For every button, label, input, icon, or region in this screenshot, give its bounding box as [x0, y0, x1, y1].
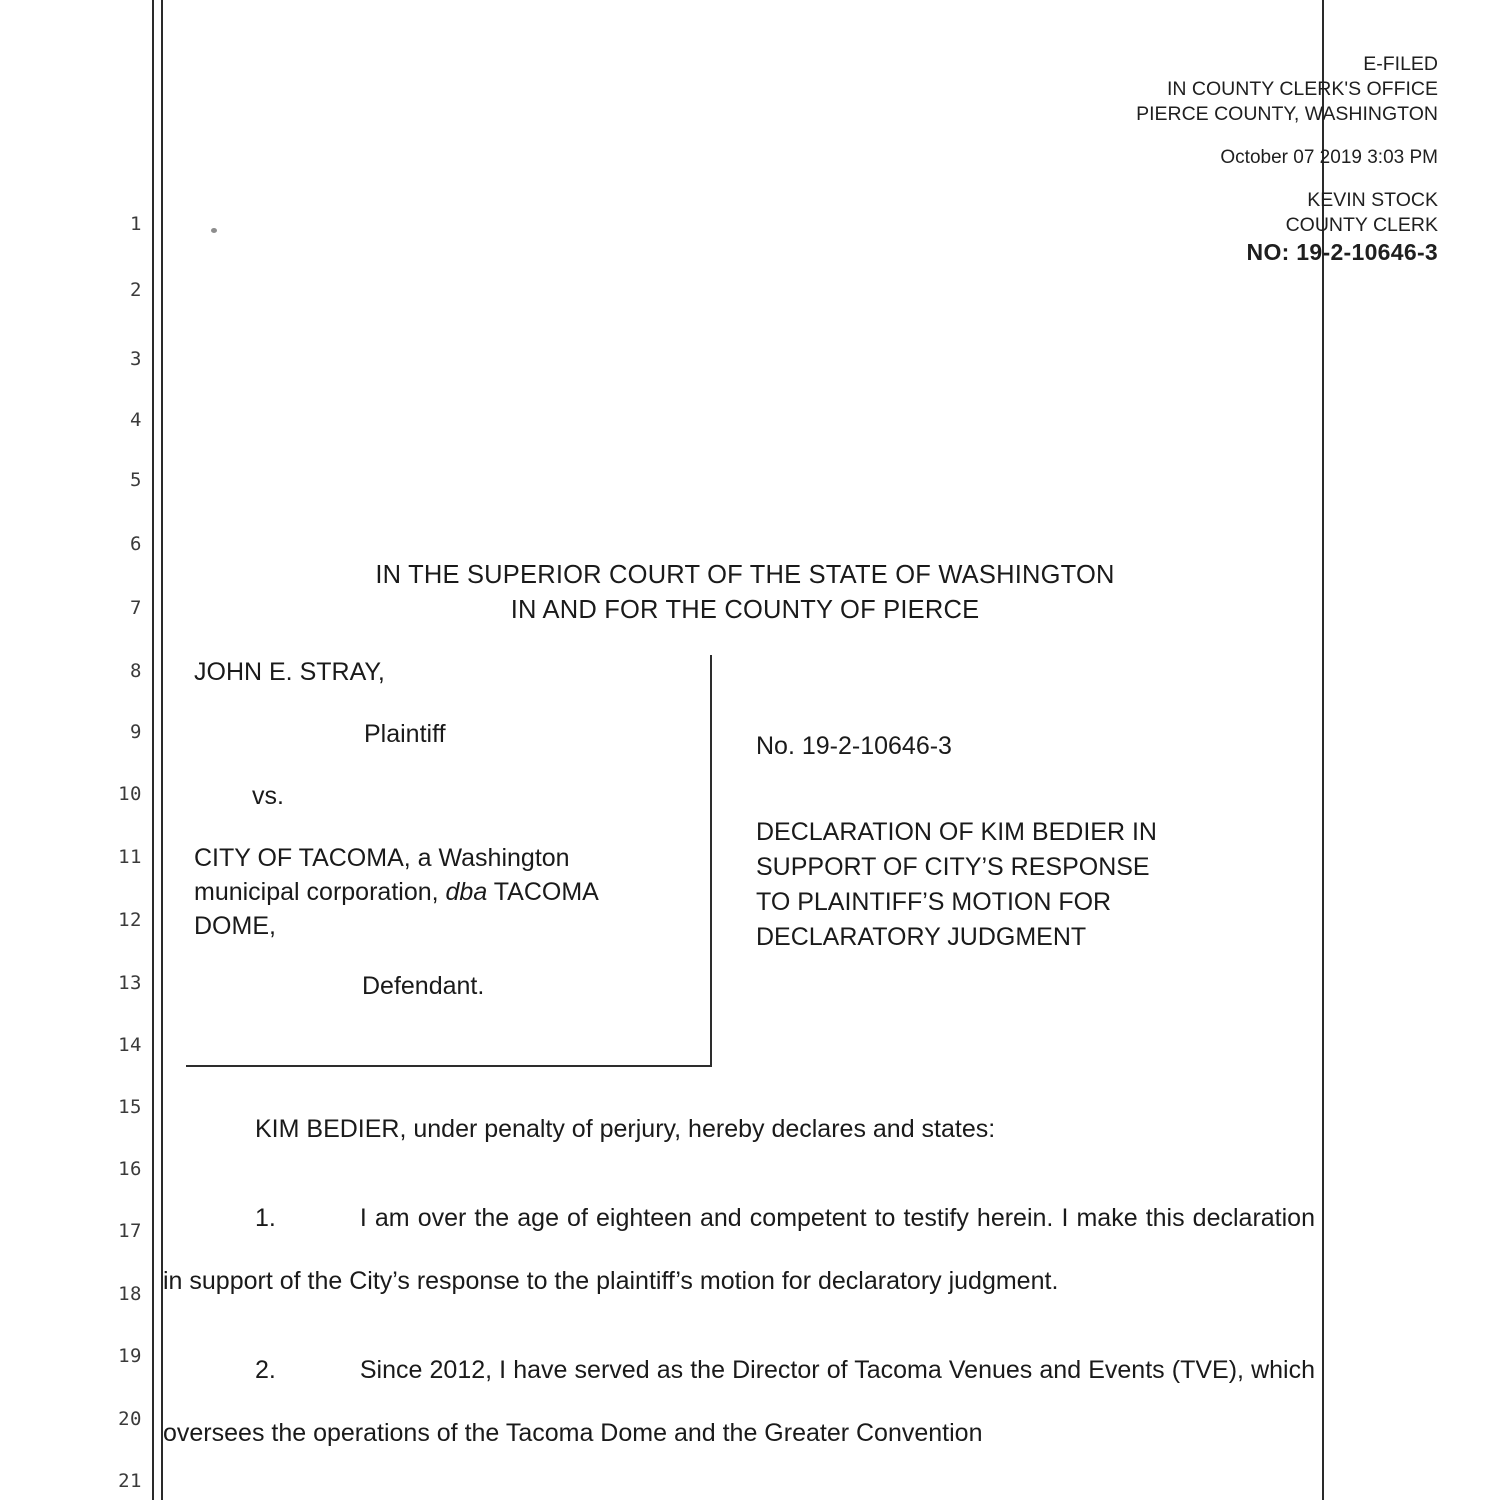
- line-number: 13: [118, 972, 142, 994]
- line-number: 17: [118, 1220, 142, 1242]
- line-number: 3: [130, 348, 142, 370]
- paragraph-1-number: 1.: [255, 1204, 276, 1232]
- caption-case-number: No. 19-2-10646-3: [756, 732, 952, 760]
- body-paragraph-2: [163, 1339, 1315, 1465]
- line-number-column: [96, 0, 142, 1500]
- clerk-title: COUNTY CLERK: [1285, 214, 1438, 236]
- line-number: 7: [130, 597, 142, 619]
- line-number: 5: [130, 469, 142, 491]
- efiled-county: PIERCE COUNTY, WASHINGTON: [1136, 103, 1438, 125]
- court-heading-line-2: IN AND FOR THE COUNTY OF PIERCE: [510, 596, 980, 624]
- document-title: [756, 815, 1296, 955]
- stamp-spacer-1: [918, 127, 1438, 145]
- line-number: 15: [118, 1096, 142, 1118]
- caption-gap-1: [194, 689, 694, 717]
- versus-label: vs.: [252, 782, 284, 810]
- stamp-spacer-2: [918, 170, 1438, 188]
- stamp-case-number: NO: 19-2-10646-3: [1246, 239, 1438, 265]
- caption-gap-4: [194, 943, 694, 969]
- document-title-line-3: TO PLAINTIFF’S MOTION FOR: [756, 888, 1112, 916]
- efiled-office: IN COUNTY CLERK'S OFFICE: [1167, 78, 1438, 100]
- line-number: 14: [118, 1034, 142, 1056]
- paragraph-2-text: Since 2012, I have served as the Director of Tacoma Venues and Events (TVE), which oversees the operations of the Tacoma Dome and the Greater Convention: [163, 1356, 1315, 1447]
- case-caption: [186, 655, 1306, 1070]
- line-number: 6: [130, 533, 142, 555]
- paragraph-2-number: 2.: [255, 1356, 276, 1384]
- caption-horizontal-divider: [186, 1065, 712, 1067]
- caption-gap-2: [194, 751, 694, 779]
- caption-vertical-divider: [710, 655, 712, 1067]
- line-number: 16: [118, 1158, 142, 1180]
- efiled-label: E-FILED: [1363, 53, 1438, 75]
- line-number: 4: [130, 409, 142, 431]
- scan-artifact-speck: [211, 228, 217, 233]
- defendant-name: [194, 841, 694, 943]
- court-heading: [185, 558, 1305, 628]
- line-number: 8: [130, 660, 142, 682]
- line-number: 12: [118, 909, 142, 931]
- body-paragraph-1: [163, 1187, 1315, 1313]
- document-title-line-1: DECLARATION OF KIM BEDIER IN: [756, 818, 1157, 846]
- line-number: 10: [118, 783, 142, 805]
- line-number: 18: [118, 1283, 142, 1305]
- plaintiff-name: JOHN E. STRAY,: [194, 658, 385, 686]
- caption-document-info: [756, 729, 1296, 955]
- line-number: 2: [130, 279, 142, 301]
- efiled-stamp: [918, 52, 1438, 265]
- caption-parties: [194, 655, 694, 1003]
- defendant-role: Defendant.: [362, 972, 485, 1000]
- defendant-name-line-3: DOME,: [194, 912, 276, 940]
- dba-italic: dba: [445, 878, 488, 906]
- court-heading-line-1: IN THE SUPERIOR COURT OF THE STATE OF WASHINGTON: [375, 561, 1115, 589]
- defendant-name-line-2a: municipal corporation,: [194, 878, 446, 906]
- line-number: 11: [118, 846, 142, 868]
- line-number: 9: [130, 721, 142, 743]
- paragraph-1-text: I am over the age of eighteen and competent to testify herein. I make this declaration in support of the City’s response to the plaintiff’s motion for declaratory judgment.: [163, 1204, 1315, 1295]
- plaintiff-role: Plaintiff: [364, 720, 446, 748]
- document-title-line-4: DECLARATORY JUDGMENT: [756, 923, 1087, 951]
- efiled-timestamp: October 07 2019 3:03 PM: [1220, 147, 1438, 168]
- caption-gap-3: [194, 813, 694, 841]
- clerk-name: KEVIN STOCK: [1307, 189, 1438, 211]
- pleading-rule-left-outer: [152, 0, 154, 1500]
- defendant-name-line-1: CITY OF TACOMA, a Washington: [194, 844, 570, 872]
- document-body: [163, 1098, 1315, 1491]
- document-title-line-2: SUPPORT OF CITY’S RESPONSE: [756, 853, 1150, 881]
- defendant-name-line-2b: TACOMA: [487, 878, 599, 906]
- line-number: 20: [118, 1408, 142, 1430]
- line-number: 21: [118, 1470, 142, 1492]
- line-number: 1: [130, 213, 142, 235]
- line-number: 19: [118, 1345, 142, 1367]
- body-intro: KIM BEDIER, under penalty of perjury, hereby declares and states:: [255, 1115, 996, 1143]
